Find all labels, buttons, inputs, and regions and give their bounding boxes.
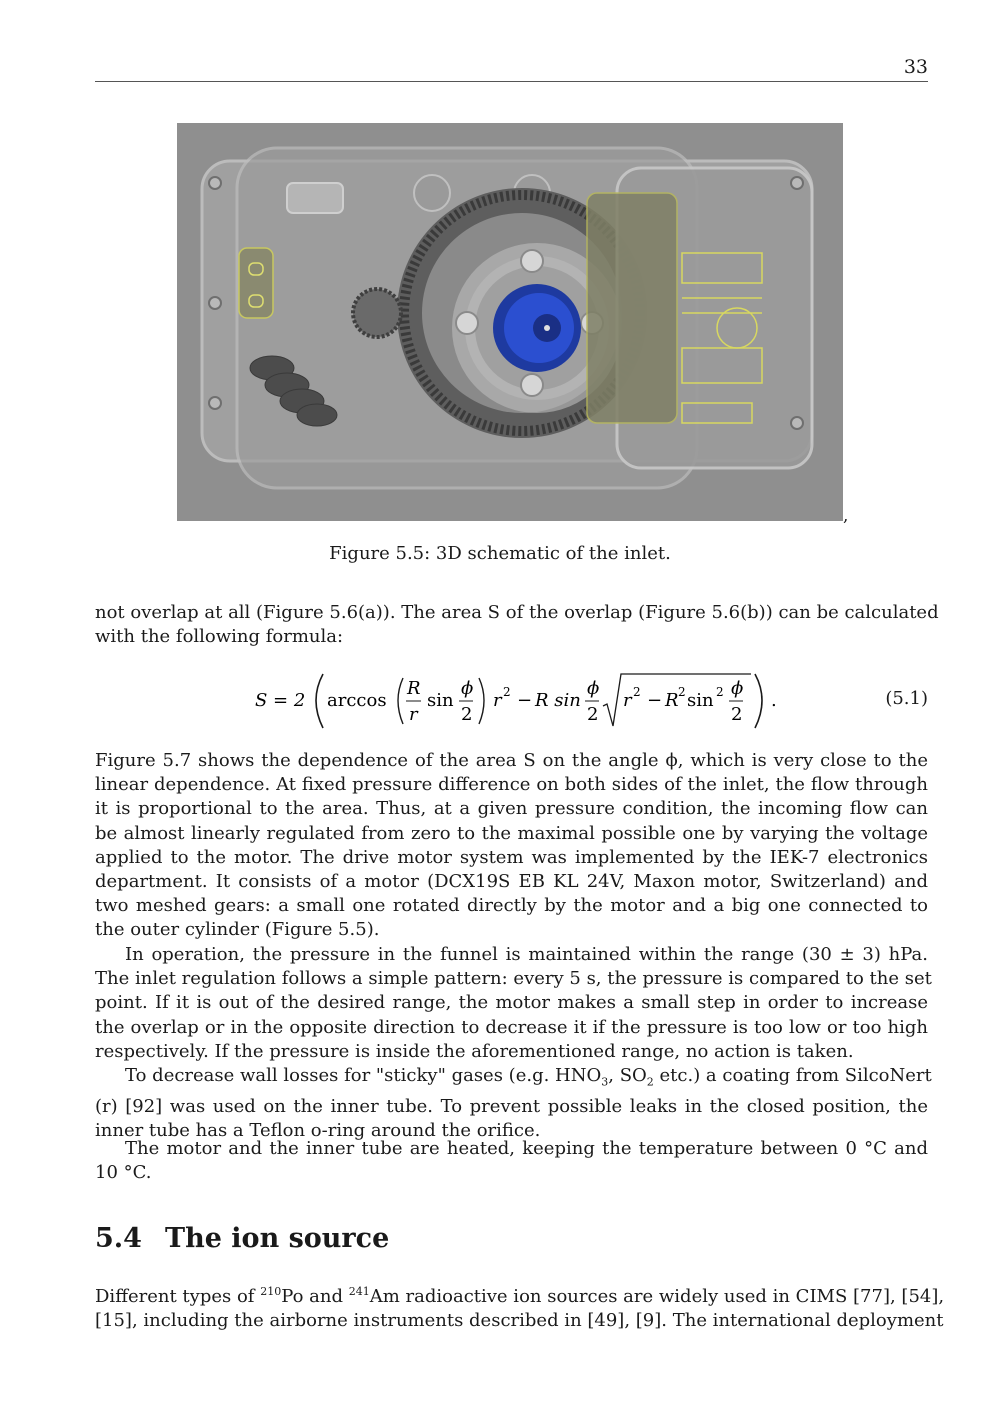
paragraph-coating bbox=[95, 1064, 932, 1143]
eq-sq: 2 bbox=[503, 685, 511, 699]
subscript: 2 bbox=[646, 1075, 654, 1089]
superscript: 241 bbox=[348, 1285, 370, 1298]
figure-trailing-mark: , bbox=[843, 506, 849, 526]
text-line: inner tube has a Teflon o-ring around the orifice. bbox=[95, 1120, 541, 1141]
text-run: Am radioactive ion sources are widely used in CIMS [77], [54], bbox=[369, 1286, 945, 1307]
paragraph-operation bbox=[95, 943, 932, 1064]
text-line: (r) [92] was used on the inner tube. To prevent possible leaks in the closed position, the bbox=[95, 1095, 928, 1117]
section-number: 5.4 bbox=[95, 1223, 142, 1254]
section-heading bbox=[95, 1223, 389, 1254]
text-line: with the following formula: bbox=[95, 626, 344, 648]
eq-phi: ϕ bbox=[461, 678, 474, 699]
text-line: In operation, the pressure in the funnel is maintained within the range (30 ± 3) hPa. bbox=[125, 944, 928, 965]
text-line: two meshed gears: a small one rotated directly by the motor and a big one connected to bbox=[95, 895, 928, 917]
text-line: department. It consists of a motor (DCX19S EB KL 24V, Maxon motor, Switzerland) and bbox=[95, 871, 928, 893]
paragraph-area-dependence bbox=[95, 749, 928, 943]
eq-two: 2 bbox=[461, 704, 473, 725]
text-line: applied to the motor. The drive motor system was implemented by the IEK-7 electronics bbox=[95, 846, 928, 868]
text-line bbox=[95, 1064, 932, 1095]
text-line: The motor and the inner tube are heated, keeping the temperature between 0 °C and bbox=[125, 1138, 928, 1159]
text-run: etc.) a coating from SilcoNert bbox=[653, 1065, 932, 1086]
eq-sq: 2 bbox=[678, 685, 686, 699]
equation-number: (5.1) bbox=[885, 688, 928, 709]
eq-two: 2 bbox=[587, 704, 599, 725]
paragraph-overlap-intro bbox=[95, 601, 939, 649]
text-line bbox=[95, 1280, 945, 1309]
text-run: To decrease wall losses for "sticky" gases (e.g. HNO bbox=[125, 1065, 602, 1086]
inlet-3d-render bbox=[177, 123, 843, 521]
eq-sq: 2 bbox=[716, 685, 724, 699]
superscript: 210 bbox=[260, 1285, 282, 1298]
subscript: 3 bbox=[601, 1075, 609, 1089]
eq-R2: R bbox=[665, 690, 679, 711]
text-line: it is proportional to the area. Thus, at a given pressure condition, the incoming flow can bbox=[95, 798, 928, 820]
eq-two: 2 bbox=[731, 704, 743, 725]
eq-sin: sin bbox=[687, 690, 714, 711]
text-line: point. If it is out of the desired range, the motor makes a small step in order to increase bbox=[95, 992, 928, 1014]
text-line: not overlap at all (Figure 5.6(a)). The area S of the overlap (Figure 5.6(b)) can be calculated bbox=[95, 602, 939, 623]
eq-period: . bbox=[771, 690, 777, 711]
text-line: the overlap or in the opposite direction to decrease it if the pressure is too low or too high bbox=[95, 1016, 928, 1038]
paragraph-ion-source bbox=[95, 1280, 945, 1333]
text-run: , SO bbox=[608, 1065, 647, 1086]
figure-inlet-schematic bbox=[177, 123, 843, 521]
text-line: be almost linearly regulated from zero to the maximal possible one by varying the voltage bbox=[95, 822, 928, 844]
eq-phi: ϕ bbox=[587, 678, 600, 699]
eq-arccos: arccos bbox=[327, 690, 387, 711]
eq-r: r bbox=[409, 704, 418, 725]
text-line: the outer cylinder (Figure 5.5). bbox=[95, 919, 380, 941]
text-run: Po and bbox=[281, 1286, 349, 1307]
eq-R: R bbox=[407, 678, 421, 699]
eq-sin: sin bbox=[427, 690, 454, 711]
text-line: [15], including the airborne instruments described in [49], [9]. The international deployment bbox=[95, 1310, 944, 1332]
equation-formula bbox=[255, 664, 815, 736]
text-line: respectively. If the pressure is inside the aforementioned range, no action is taken. bbox=[95, 1040, 854, 1062]
figure-caption: Figure 5.5: 3D schematic of the inlet. bbox=[329, 543, 671, 564]
eq-phi: ϕ bbox=[731, 678, 744, 699]
header-rule bbox=[95, 81, 928, 82]
text-run: Different types of bbox=[95, 1286, 261, 1307]
text-line: Figure 5.7 shows the dependence of the area S on the angle ϕ, which is very close to the bbox=[95, 750, 928, 771]
eq-r2: r bbox=[493, 690, 502, 711]
eq-sq: 2 bbox=[633, 685, 641, 699]
eq-minus: − bbox=[517, 690, 533, 711]
eq-Rsin: R sin bbox=[535, 690, 581, 711]
page-number: 33 bbox=[903, 56, 928, 78]
eq-minus: − bbox=[647, 690, 663, 711]
eq-lhs: S = 2 bbox=[255, 690, 306, 711]
eq-r2: r bbox=[623, 690, 632, 711]
section-title: The ion source bbox=[165, 1223, 390, 1254]
text-line: linear dependence. At fixed pressure difference on both sides of the inlet, the flow through bbox=[95, 774, 928, 796]
paragraph-heating bbox=[95, 1137, 928, 1185]
equation-5-1 bbox=[95, 664, 928, 736]
text-line: The inlet regulation follows a simple pattern: every 5 s, the pressure is compared to the set bbox=[95, 968, 932, 990]
text-line: 10 °C. bbox=[95, 1162, 152, 1184]
